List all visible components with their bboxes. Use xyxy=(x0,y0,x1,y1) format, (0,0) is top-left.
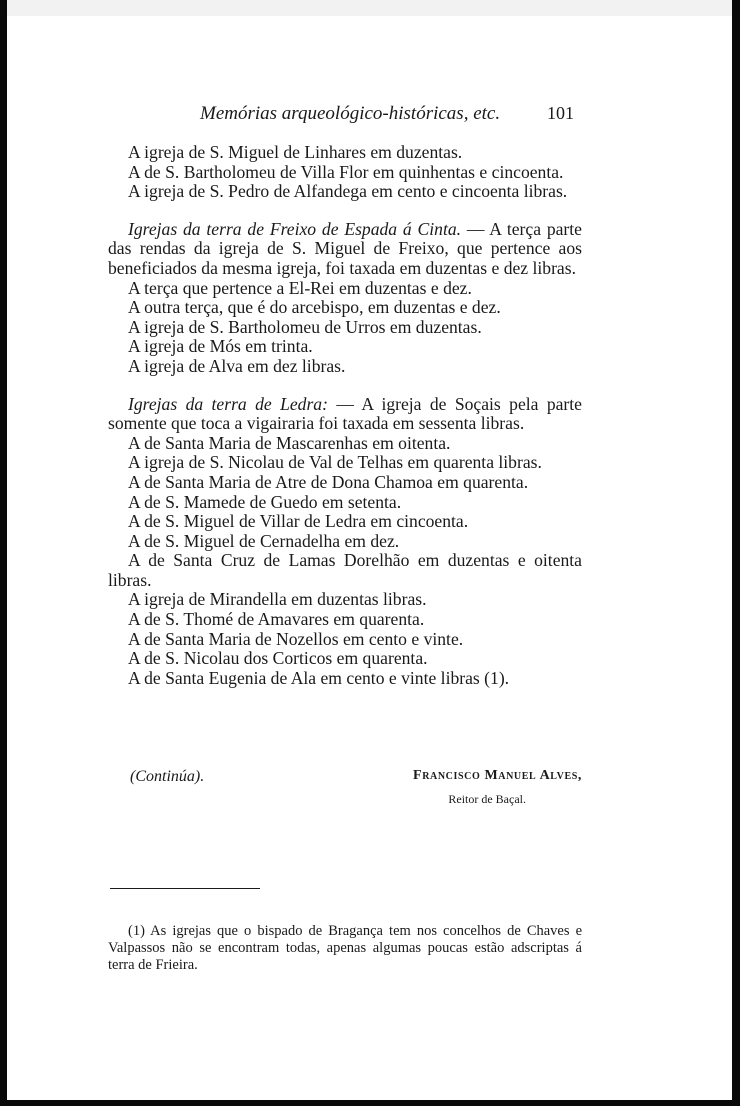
paragraph: A de Santa Maria de Nozellos em cento e vinte. xyxy=(128,628,464,649)
paragraph: A de S. Miguel de Cernadelha em dez. xyxy=(128,530,400,551)
continua-note: (Continúa). xyxy=(130,768,205,785)
paragraph: A de S. Mamede de Guedo em setenta. xyxy=(128,491,402,512)
paragraph: A igreja de S. Bartholomeu de Urros em duzentas. xyxy=(128,316,482,337)
paragraph: A de S. Bartholomeu de Villa Flor em quinhentas e cincoenta. xyxy=(128,161,564,182)
paragraph: A igreja de S. Pedro de Alfandega em cento e cincoenta libras. xyxy=(128,181,568,202)
author-name: Francisco Manuel Alves, xyxy=(413,768,582,783)
scan-margin-right xyxy=(732,0,740,1106)
paragraph: A igreja de S. Miguel de Linhares em duzentas. xyxy=(128,142,463,162)
section-freixo xyxy=(108,220,582,279)
section-text-freixo: — A terça parte das rendas da igreja de S. Miguel de Freixo, que pertence aos beneficiados da mesma igreja, foi taxada em duzentas e dez libras. xyxy=(108,218,582,278)
page-number: 101 xyxy=(547,103,574,123)
author-title: Reitor de Baçal. xyxy=(448,792,526,806)
paragraph: A igreja de Alva em dez libras. xyxy=(128,355,346,376)
paragraph: A de Santa Eugenia de Ala em cento e vinte libras (1). xyxy=(128,667,510,688)
section-gap xyxy=(108,202,582,220)
section-heading-freixo: Igrejas da terra de Freixo de Espada á Cinta. xyxy=(128,218,462,239)
paragraph: A de S. Nicolau dos Corticos em quarenta. xyxy=(128,648,428,669)
paragraph: A de Santa Cruz de Lamas Dorelhão em duzentas e oitenta libras. xyxy=(108,550,582,590)
footnote: (1) As igrejas que o bispado de Bragança tem nos concelhos de Chaves e Valpassos não se encontram todas, apenas algumas poucas estão adscriptas á terra de Frieira. xyxy=(108,922,582,973)
section-text-ledra: — A igreja de Soçais pela parte somente que toca a vigairaria foi taxada em sessenta libras. xyxy=(108,393,582,434)
signature-block xyxy=(108,768,582,812)
scan-margin-bottom xyxy=(0,1100,740,1106)
paragraph: A de S. Thomé de Amavares em quarenta. xyxy=(128,609,425,630)
section-heading-ledra: Igrejas da terra de Ledra: xyxy=(128,393,328,414)
page-header xyxy=(108,103,582,131)
body-text xyxy=(108,143,582,688)
paragraph: A outra terça, que é do arcebispo, em duzentas e dez. xyxy=(128,297,501,318)
section-gap xyxy=(108,377,582,395)
paragraph: A igreja de Mós em trinta. xyxy=(128,336,313,357)
paragraph: A igreja de S. Nicolau de Val de Telhas em quarenta libras. xyxy=(128,452,542,473)
paragraph: A de Santa Maria de Atre de Dona Chamoa em quarenta. xyxy=(128,471,529,492)
paragraph: A de S. Miguel de Villar de Ledra em cincoenta. xyxy=(128,511,469,532)
paragraph: A de Santa Maria de Mascarenhas em oitenta. xyxy=(128,432,451,453)
running-title: Memórias arqueológico-históricas, etc. xyxy=(200,103,501,124)
paragraph: A igreja de Mirandella em duzentas libras. xyxy=(128,589,427,610)
paragraph: A terça que pertence a El-Rei em duzentas e dez. xyxy=(128,277,472,298)
section-ledra xyxy=(108,395,582,434)
footnote-divider xyxy=(110,888,260,889)
scan-margin-left xyxy=(0,0,7,1106)
scan-margin-top xyxy=(0,0,740,16)
